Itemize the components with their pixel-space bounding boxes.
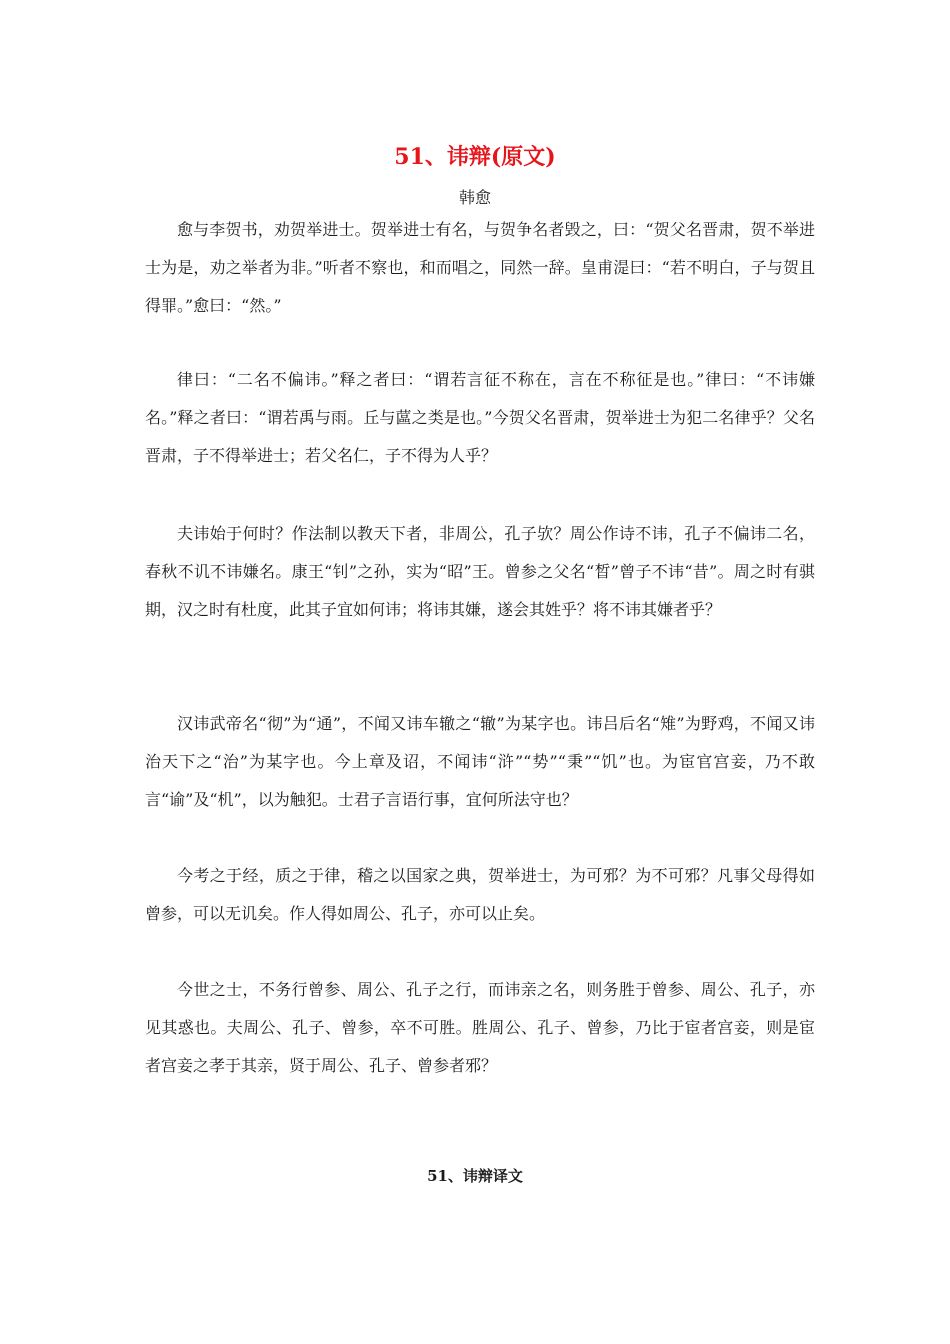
paragraph-2: 律曰：“二名不偏讳。”释之者曰：“谓若言征不称在，言在不称征是也。”律曰：“不讳嫌名。”释之者曰：“谓若禹与雨。丘与蓲之类是也。”今贺父名晋肃，贺举进士为犯二名律乎？父名晋肃，子不得举进士；若父名仁，子不得为人乎？ bbox=[145, 370, 815, 465]
paragraph-1: 愈与李贺书，劝贺举进士。贺举进士有名，与贺争名者毁之，曰：“贺父名晋肃，贺不举进士为是，劝之举者为非。”听者不察也，和而唱之，同然一辞。皇甫湜曰：“若不明白，子与贺且得罪。”愈曰：“然。” bbox=[145, 220, 815, 315]
author-name: 韩愈 bbox=[458, 188, 491, 207]
page-title: 51、讳辩(原文) bbox=[394, 144, 556, 170]
paragraph-6: 今世之士，不务行曾参、周公、孔子之行，而讳亲之名，则务胜于曾参、周公、孔子，亦见其惑也。夫周公、孔子、曾参，卒不可胜。胜周公、孔子、曾参，乃比于宦者宫妾，则是宦者宫妾之孝于其亲，贤于周公、孔子、曾参者邪？ bbox=[145, 980, 815, 1075]
paragraph-5: 今考之于经，质之于律，稽之以国家之典，贺举进士，为可邪？为不可邪？凡事父母得如曾参，可以无讥矣。作人得如周公、孔子，亦可以止矣。 bbox=[145, 866, 815, 923]
paragraph-3: 夫讳始于何时？作法制以教天下者，非周公，孔子欤？周公作诗不讳，孔子不偏讳二名，春秋不讥不讳嫌名。康王“钊”之孙，实为“昭”王。曾参之父名“晳”曾子不讳“昔”。周之时有骐期，汉之时有杜度，此其子宜如何讳；将讳其嫌，遂会其姓乎？将不讳其嫌者乎？ bbox=[145, 524, 815, 619]
translation-heading: 51、讳辩译文 bbox=[427, 1167, 523, 1185]
paragraph-4: 汉讳武帝名“彻”为“通”，不闻又讳车辙之“辙”为某字也。讳吕后名“雉”为野鸡，不闻又讳治天下之“治”为某字也。今上章及诏，不闻讳“浒”“势”“秉”“饥”也。为宦官宫妾，乃不敢言“谕”及“机”，以为触犯。士君子言语行事，宜何所法守也？ bbox=[145, 714, 815, 809]
